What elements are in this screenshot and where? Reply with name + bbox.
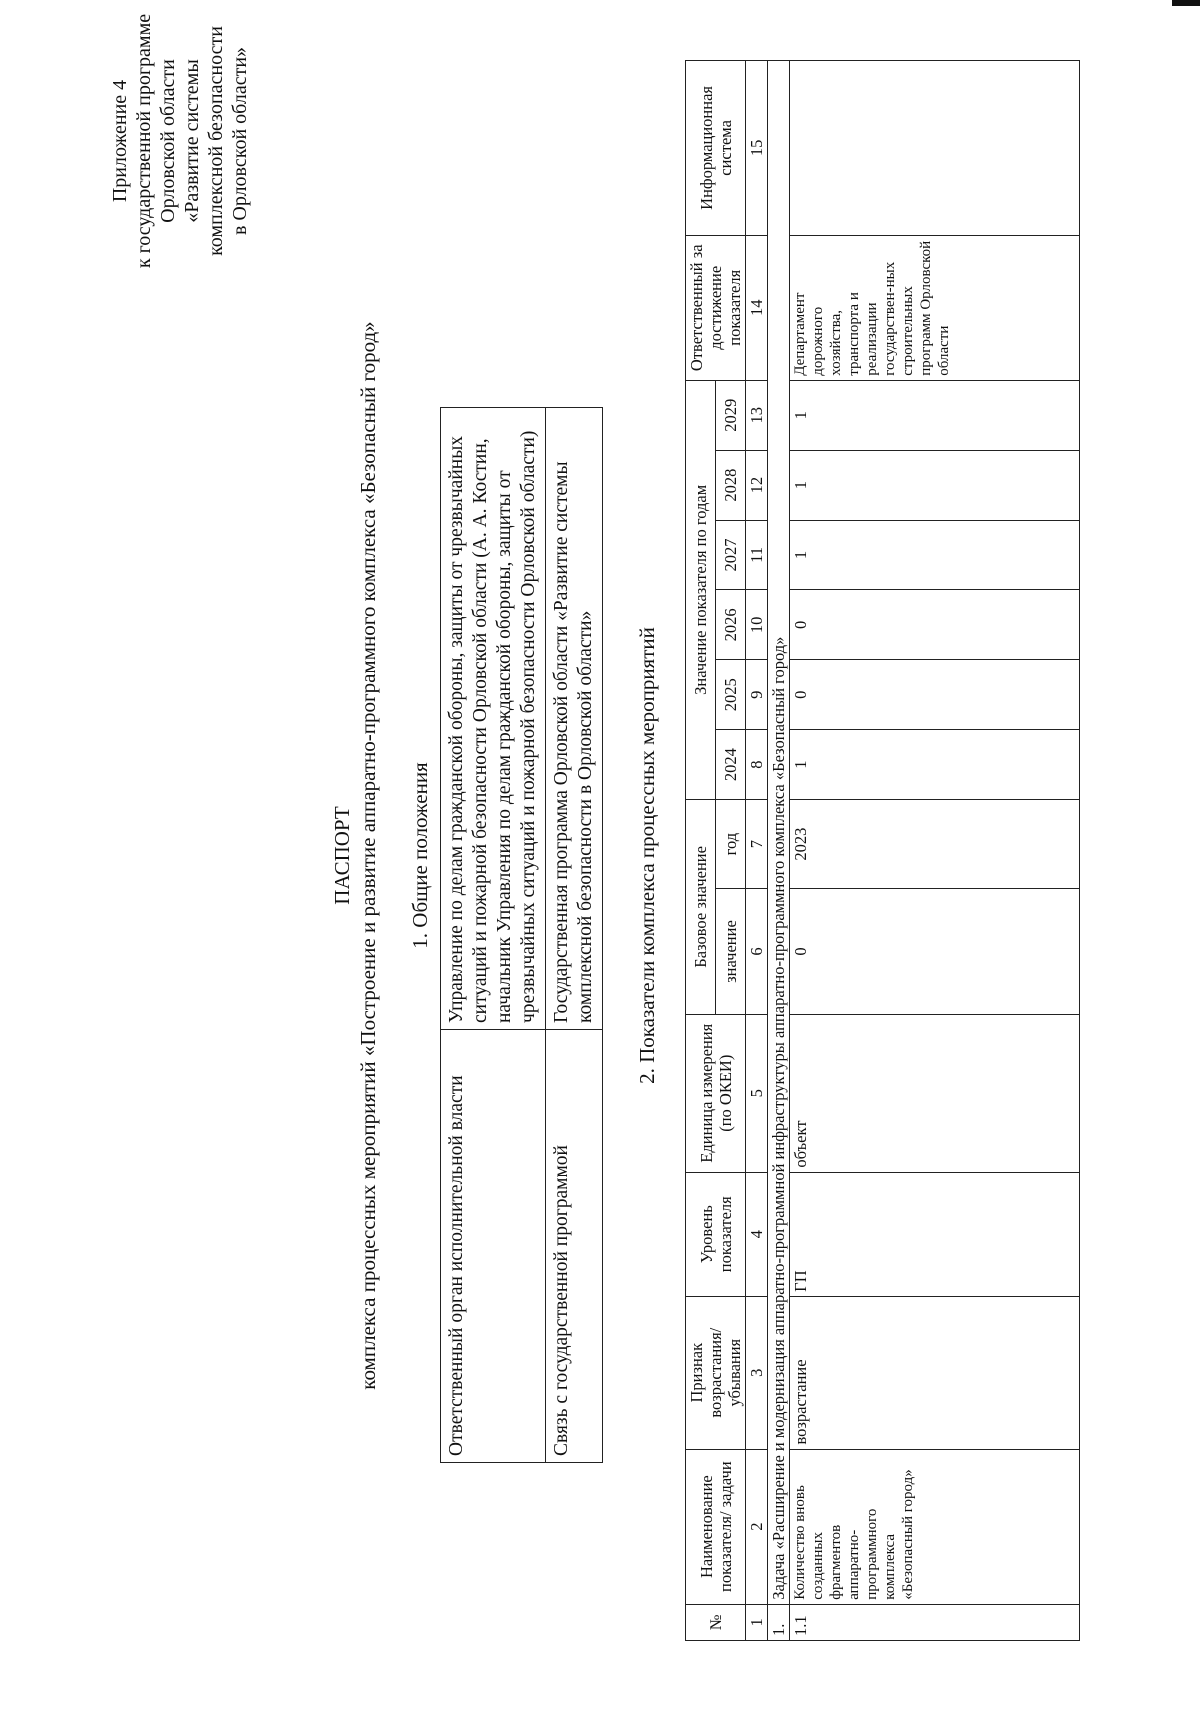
responsible-cell: Департамент дорожного хозяйства, транспорта и реализации государствен-ных строительных программ Орловской области [790, 235, 1080, 380]
column-number: 8 [746, 730, 768, 800]
passport-subtitle: комплекса процессных мероприятий «Построение и развитие аппаратно-программного комплекса «Безопасный город» [356, 321, 380, 1390]
header-year: 2028 [716, 450, 746, 520]
column-number: 1 [746, 1604, 768, 1640]
row-value: Государственная программа Орловской области «Развитие системы комплексной безопасности в Орловской области» [546, 408, 603, 1030]
header-year: 2026 [716, 590, 746, 660]
value-2024: 1 [790, 730, 1080, 800]
header-base-year: год [716, 799, 746, 888]
row-label: Ответственный орган исполнительной власти [441, 1030, 546, 1463]
column-number: 10 [746, 590, 768, 660]
value-2027: 1 [790, 520, 1080, 590]
header-info-system: Информационная система [686, 61, 746, 236]
header-years-group: Значение показателя по годам [686, 380, 716, 799]
column-number: 13 [746, 380, 768, 450]
value-2029: 1 [790, 380, 1080, 450]
header-unit: Единица измерения (по ОКЕИ) [686, 1014, 746, 1172]
info-system-cell [790, 61, 1080, 236]
column-number: 6 [746, 889, 768, 1015]
column-number: 3 [746, 1296, 768, 1449]
indicators-table [685, 60, 1080, 1641]
column-number: 7 [746, 799, 768, 888]
header-year: 2029 [716, 380, 746, 450]
appendix-note [108, 11, 252, 271]
header-year: 2024 [716, 730, 746, 800]
column-number: 12 [746, 450, 768, 520]
column-number: 2 [746, 1449, 768, 1604]
appendix-line: «Развитие системы [181, 59, 203, 223]
row-number: 1.1 [790, 1604, 1080, 1640]
column-number: 9 [746, 660, 768, 730]
section1-title: 1. Общие положения [408, 762, 432, 949]
appendix-line: к государственной программе [133, 13, 155, 269]
base-value: 0 [790, 889, 1080, 1015]
value-2025: 0 [790, 660, 1080, 730]
header-row [686, 61, 716, 1641]
header-base: Базовое значение [686, 799, 716, 1014]
column-number: 14 [746, 235, 768, 380]
header-no: № [686, 1604, 746, 1640]
appendix-line: Орловской области [157, 59, 179, 223]
value-2026: 0 [790, 590, 1080, 660]
task-text: Задача «Расширение и модернизация аппаратно-программной инфраструктуры аппаратно-программного комплекса «Безопасный город» [768, 61, 790, 1605]
table-row [441, 408, 546, 1463]
column-number: 11 [746, 520, 768, 590]
section2-title: 2. Показатели комплекса процессных мероприятий [635, 627, 659, 1084]
header-trend: Признак возрастания/ убывания [686, 1296, 746, 1449]
column-number: 4 [746, 1172, 768, 1296]
appendix-line: комплексной безопасности [205, 26, 227, 256]
row-label: Связь с государственной программой [546, 1030, 603, 1463]
general-provisions-table [440, 407, 603, 1463]
header-level: Уровень показателя [686, 1172, 746, 1296]
appendix-line: в Орловской области» [229, 46, 251, 236]
header-name: Наименование показателя/ задачи [686, 1449, 746, 1604]
table-row [790, 61, 1080, 1641]
appendix-line: Приложение 4 [109, 79, 131, 203]
row-value: Управление по делам гражданской обороны, защиты от чрезвычайных ситуаций и пожарной безопасности Орловской области (А. А. Костин, начальник Управления по делам гражданской обороны, защиты от чрезвычайных ситуаций и пожарной безопасности Орловской области) [441, 408, 546, 1030]
header-responsible: Ответственный за достижение показателя [686, 235, 746, 380]
base-year: 2023 [790, 799, 1080, 888]
table-row [546, 408, 603, 1463]
passport-title: ПАСПОРТ [330, 806, 354, 905]
column-number: 5 [746, 1014, 768, 1172]
column-number: 15 [746, 61, 768, 236]
task-row [768, 61, 790, 1641]
indicator-trend: возрастание [790, 1296, 1080, 1449]
header-year: 2025 [716, 660, 746, 730]
header-base-value: значение [716, 889, 746, 1015]
header-year: 2027 [716, 520, 746, 590]
column-numbers-row [746, 61, 768, 1641]
indicator-level: ГП [790, 1172, 1080, 1296]
task-number: 1. [768, 1604, 790, 1640]
indicator-name: Количество вновь созданных фрагментов аппаратно-программного комплекса «Безопасный город» [790, 1449, 1080, 1604]
indicator-unit: объект [790, 1014, 1080, 1172]
value-2028: 1 [790, 450, 1080, 520]
